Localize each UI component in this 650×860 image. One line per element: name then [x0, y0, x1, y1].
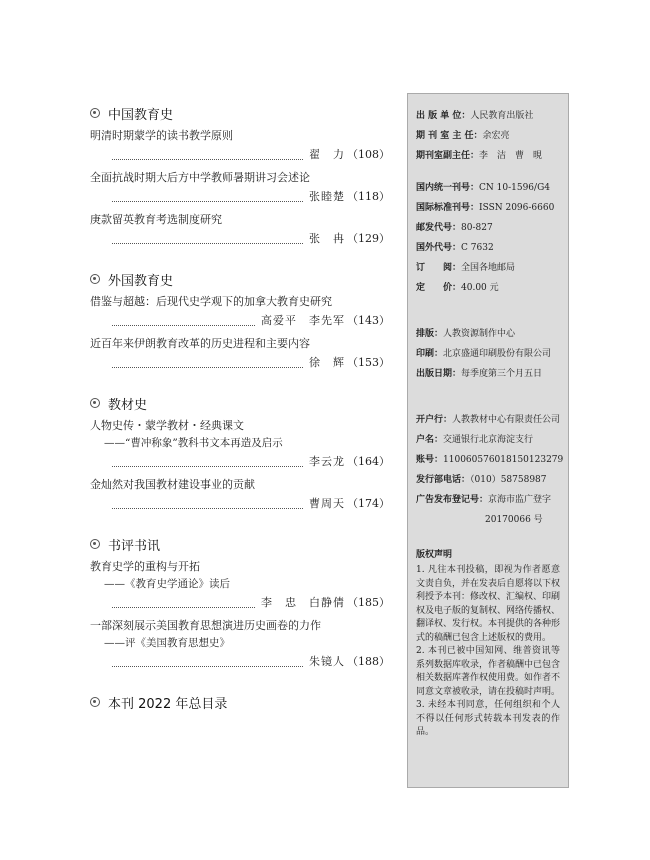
- toc-entry: [90, 210, 390, 248]
- article-author: 张 冉: [309, 232, 345, 245]
- dot-leader: [112, 457, 303, 467]
- price-row: 定 价：40.00 元: [416, 283, 499, 293]
- dot-leader: [112, 150, 303, 160]
- account-name-row: 户名：交通银行北京海淀支行: [416, 435, 534, 445]
- typeset-row: 排版：人教资源制作中心: [416, 329, 516, 339]
- section-heading: [90, 102, 390, 124]
- toc-entry: [90, 416, 390, 471]
- toc-section: [90, 268, 390, 372]
- page-number: （108）: [347, 148, 390, 161]
- article-title: 一部深刻展示美国教育思想演进历史画卷的力作: [90, 619, 321, 632]
- print-row: 印刷：北京盛通印刷股份有限公司: [416, 349, 552, 359]
- deputy-row: 期刊室副主任：李 洁 曹 晛: [416, 151, 543, 161]
- dot-leader: [112, 316, 255, 326]
- dot-leader: [112, 192, 303, 202]
- page-number: （174）: [347, 497, 390, 510]
- section-title: 本刊 2022 年总目录: [108, 696, 228, 712]
- article-title: 借鉴与超越：后现代史学观下的加拿大教育史研究: [90, 295, 332, 308]
- dot-leader: [112, 234, 303, 244]
- section-heading: [90, 392, 390, 414]
- issn-row: 国际标准刊号：ISSN 2096-6660: [416, 203, 555, 213]
- page-number: （143）: [347, 314, 390, 327]
- article-author: 张睦楚: [309, 190, 345, 203]
- postal-row: 邮发代号：80-827: [416, 223, 493, 233]
- article-title: 人物史传・蒙学教材・经典课文: [90, 419, 244, 432]
- copyright-item-1: 1. 凡往本刊投稿，即视为作者愿意文责自负，并在发表后自愿将以下权利授予本刊：修改权、汇编权、印刷权及电子版的复制权、网络传播权、翻译权、发行权。本刊提供的各种形式的稿酬已包含上述版权的费用。: [416, 565, 561, 643]
- author-page-line: [90, 452, 390, 471]
- bullet-circle-icon: [90, 697, 100, 707]
- bullet-circle-icon: [90, 274, 100, 284]
- article-subtitle: ——评《美国教育思想史》: [104, 637, 230, 649]
- author-page-line: [90, 187, 390, 206]
- article-author: 朱镜人: [309, 655, 345, 668]
- page-number: （118）: [347, 190, 390, 203]
- dot-leader: [112, 499, 303, 509]
- toc-entry: [90, 475, 390, 513]
- page-number: （185）: [347, 596, 390, 609]
- phone-row: 发行部电话：（010）58758987: [416, 475, 547, 485]
- article-author: 曹周天: [309, 497, 345, 510]
- page-number: （188）: [347, 655, 390, 668]
- author-page-line: [90, 353, 390, 372]
- overseas-row: 国外代号：C 7632: [416, 243, 494, 253]
- article-title: 近百年来伊朗教育改革的历史进程和主要内容: [90, 337, 310, 350]
- bullet-circle-icon: [90, 539, 100, 549]
- toc-entry: [90, 616, 390, 671]
- author-page-line: [90, 145, 390, 164]
- author-page-line: [90, 311, 390, 330]
- article-title: 金灿然对我国教材建设事业的贡献: [90, 478, 255, 491]
- director-row: 期 刊 室 主 任：余宏亮: [416, 131, 510, 141]
- article-title: 庚款留英教育考选制度研究: [90, 213, 222, 226]
- toc-section: [90, 392, 390, 513]
- toc-entry: [90, 126, 390, 164]
- article-author: 翟 力: [309, 148, 345, 161]
- toc-section: [90, 533, 390, 671]
- page-number: （164）: [347, 455, 390, 468]
- page-number: （129）: [347, 232, 390, 245]
- ad-row-cont: 20170066 号: [485, 515, 543, 525]
- dot-leader: [112, 598, 255, 608]
- table-of-contents: [90, 102, 390, 733]
- article-subtitle: ——“曹冲称象”教科书文本再造及启示: [104, 437, 283, 449]
- cn-row: 国内统一刊号：CN 10-1596/G4: [416, 183, 550, 193]
- account-row: 账号：110060576018150123279: [416, 455, 564, 465]
- section-title: 中国教育史: [108, 107, 174, 123]
- article-author: 徐 辉: [309, 356, 345, 369]
- article-subtitle: ——《教育史学通论》读后: [104, 578, 230, 590]
- toc-section: [90, 102, 390, 248]
- author-page-line: [90, 229, 390, 248]
- toc-entry: [90, 168, 390, 206]
- bullet-circle-icon: [90, 108, 100, 118]
- bank-row: 开户行：人教教材中心有限责任公司: [416, 415, 561, 425]
- toc-section: [90, 691, 390, 713]
- author-page-line: [90, 593, 390, 612]
- bullet-circle-icon: [90, 398, 100, 408]
- publication-info-panel: [407, 93, 569, 788]
- article-author: 李 忠 白静倩: [261, 596, 345, 609]
- toc-entry: [90, 292, 390, 330]
- article-author: 高爱平 李先军: [261, 314, 345, 327]
- author-page-line: [90, 652, 390, 671]
- page-number: （153）: [347, 356, 390, 369]
- copyright-title: 版权声明: [416, 550, 453, 560]
- publisher-row: 出 版 单 位：人民教育出版社: [416, 111, 534, 121]
- article-title: 明清时期蒙学的读书教学原则: [90, 129, 233, 142]
- section-heading: [90, 268, 390, 290]
- copyright-item-2: 2. 本刊已被中国知网、维普资讯等系列数据库收录，作者稿酬中已包含相关数据库著作权使用费。如作者不同意文章被收录，请在投稿时声明。: [416, 646, 561, 697]
- article-author: 李云龙: [309, 455, 345, 468]
- dot-leader: [112, 657, 303, 667]
- section-heading: [90, 533, 390, 555]
- section-title: 教材史: [108, 397, 148, 413]
- article-title: 全面抗战时期大后方中学教师暑期讲习会述论: [90, 171, 310, 184]
- dot-leader: [112, 358, 303, 368]
- section-title: 书评书讯: [108, 538, 161, 554]
- date-row: 出版日期：每季度第三个月五日: [416, 369, 543, 379]
- toc-entry: [90, 334, 390, 372]
- copyright-item-3: 3. 未经本刊同意，任何组织和个人不得以任何形式转载本刊发表的作品。: [416, 700, 560, 737]
- section-title: 外国教育史: [108, 273, 174, 289]
- section-heading: [90, 691, 390, 713]
- ad-row: 广告发布登记号：京海市监广登字: [416, 495, 552, 505]
- article-title: 教育史学的重构与开拓: [90, 560, 200, 573]
- author-page-line: [90, 494, 390, 513]
- order-row: 订 阅：全国各地邮局: [416, 263, 516, 273]
- toc-entry: [90, 557, 390, 612]
